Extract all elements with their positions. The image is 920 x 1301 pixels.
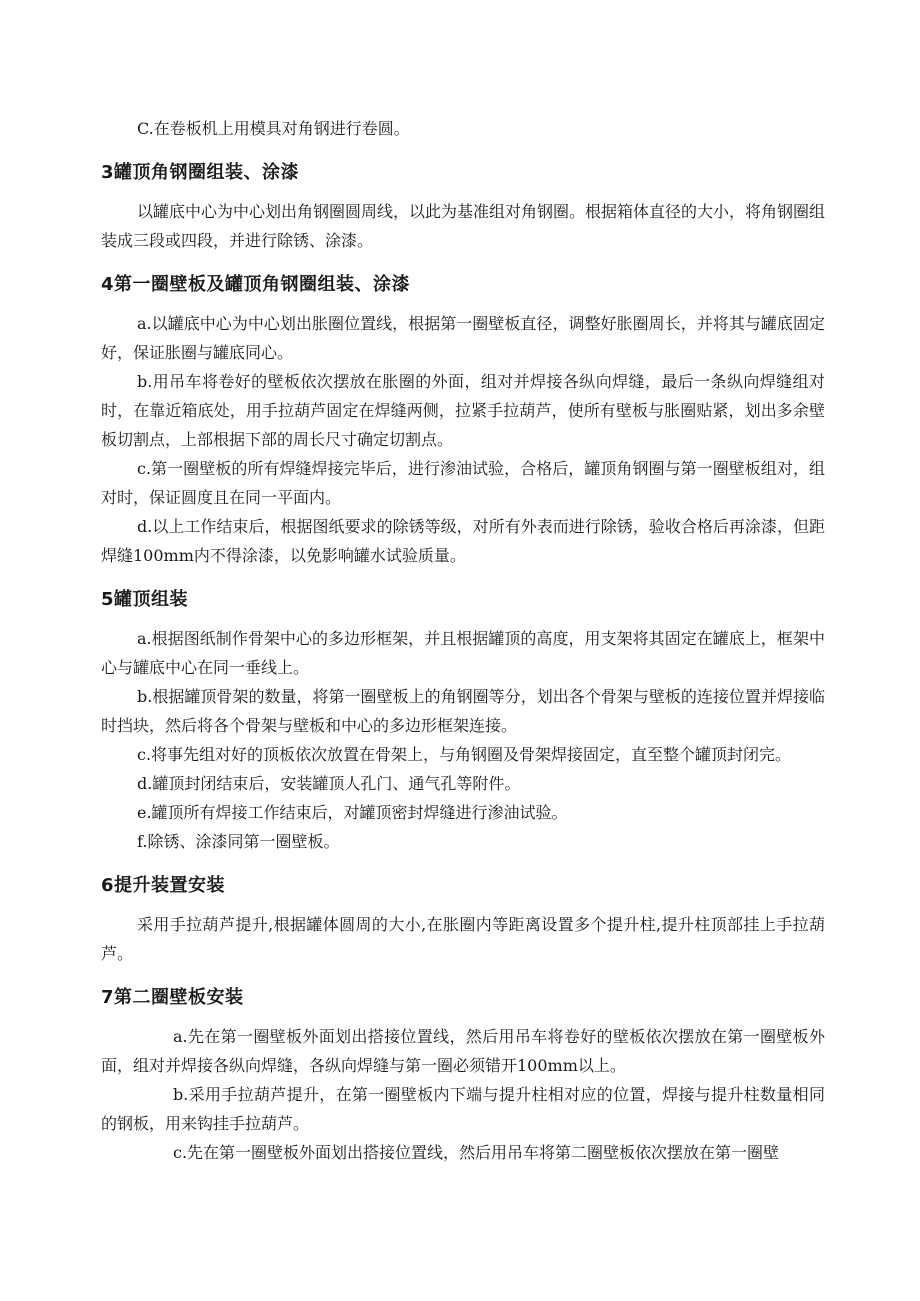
section-4-paragraph-d: d.以上工作结束后，根据图纸要求的除锈等级，对所有外表而进行除锈，验收合格后再涂漆，但距焊缝100mm内不得涂漆，以免影响罐水试验质量。	[101, 517, 825, 565]
section-4-paragraph-b: b.用吊车将卷好的壁板依次摆放在胀圈的外面，组对并焊接各纵向焊缝，最后一条纵向焊缝组对时，在靠近箱底处，用手拉葫芦固定在焊缝两侧，拉紧手拉葫芦，使所有壁板与胀圈贴紧，划出多余壁板切割点，上部根据下部的周长尺寸确定切割点。	[101, 372, 825, 449]
section-7-paragraph-a: a.先在第一圈壁板外面划出搭接位置线，然后用吊车将卷好的壁板依次摆放在第一圈壁板外面，组对并焊接各纵向焊缝，各纵向焊缝与第一圈必须错开100mm以上。	[101, 1027, 825, 1075]
section-5-paragraph-e: e.罐顶所有焊接工作结束后，对罐顶密封焊缝进行渗油试验。	[137, 803, 568, 822]
section-3-paragraph: 以罐底中心为中心划出角钢圈圆周线，以此为基准组对角钢圈。根据箱体直径的大小，将角钢圈组装成三段或四段，并进行除锈、涂漆。	[101, 202, 826, 250]
section-5-paragraph-f: f.除锈、涂漆同第一圈壁板。	[137, 832, 340, 851]
section-heading-3: 3罐顶角钢圈组装、涂漆	[101, 162, 300, 183]
intro-paragraph: C.在卷板机上用模具对角钢进行卷圆。	[137, 119, 410, 138]
section-7-paragraph-b: b.采用手拉葫芦提升，在第一圈壁板内下端与提升柱相对应的位置，焊接与提升柱数量相同的钢板，用来钩挂手拉葫芦。	[101, 1085, 825, 1133]
section-5-paragraph-b: b.根据罐顶骨架的数量，将第一圈壁板上的角钢圈等分，划出各个骨架与壁板的连接位置并焊接临时挡块，然后将各个骨架与壁板和中心的多边形框架连接。	[101, 687, 825, 735]
section-5-paragraph-c: c.将事先组对好的顶板依次放置在骨架上，与角钢圈及骨架焊接固定，直至整个罐顶封闭完。	[137, 745, 792, 764]
section-5-paragraph-d: d.罐顶封闭结束后，安装罐顶人孔门、通气孔等附件。	[137, 774, 521, 793]
section-4-paragraph-a: a.以罐底中心为中心划出胀圈位置线，根据第一圈壁板直径，调整好胀圈周长，并将其与罐底固定好，保证胀圈与罐底同心。	[101, 314, 825, 362]
section-7-paragraph-c: c.先在第一圈壁板外面划出搭接位置线，然后用吊车将第二圈壁板依次摆放在第一圈壁	[173, 1143, 780, 1162]
section-5-paragraph-a: a.根据图纸制作骨架中心的多边形框架，并且根据罐顶的高度，用支架将其固定在罐底上，框架中心与罐底中心在同一垂线上。	[101, 629, 825, 677]
section-6-paragraph: 采用手拉葫芦提升,根据罐体圆周的大小,在胀圈内等距离设置多个提升柱,提升柱顶部挂上手拉葫芦。	[101, 915, 825, 963]
section-4-paragraph-c: c.第一圈壁板的所有焊缝焊接完毕后，进行渗油试验，合格后，罐顶角钢圈与第一圈壁板组对，组对时，保证圆度且在同一平面内。	[101, 459, 825, 507]
section-heading-5: 5罐顶组装	[101, 589, 189, 610]
section-heading-6: 6提升装置安装	[101, 875, 226, 896]
document-body	[101, 114, 825, 1167]
section-heading-7: 7第二圈壁板安装	[101, 987, 244, 1008]
section-heading-4: 4第一圈壁板及罐顶角钢圈组装、涂漆	[101, 274, 411, 295]
